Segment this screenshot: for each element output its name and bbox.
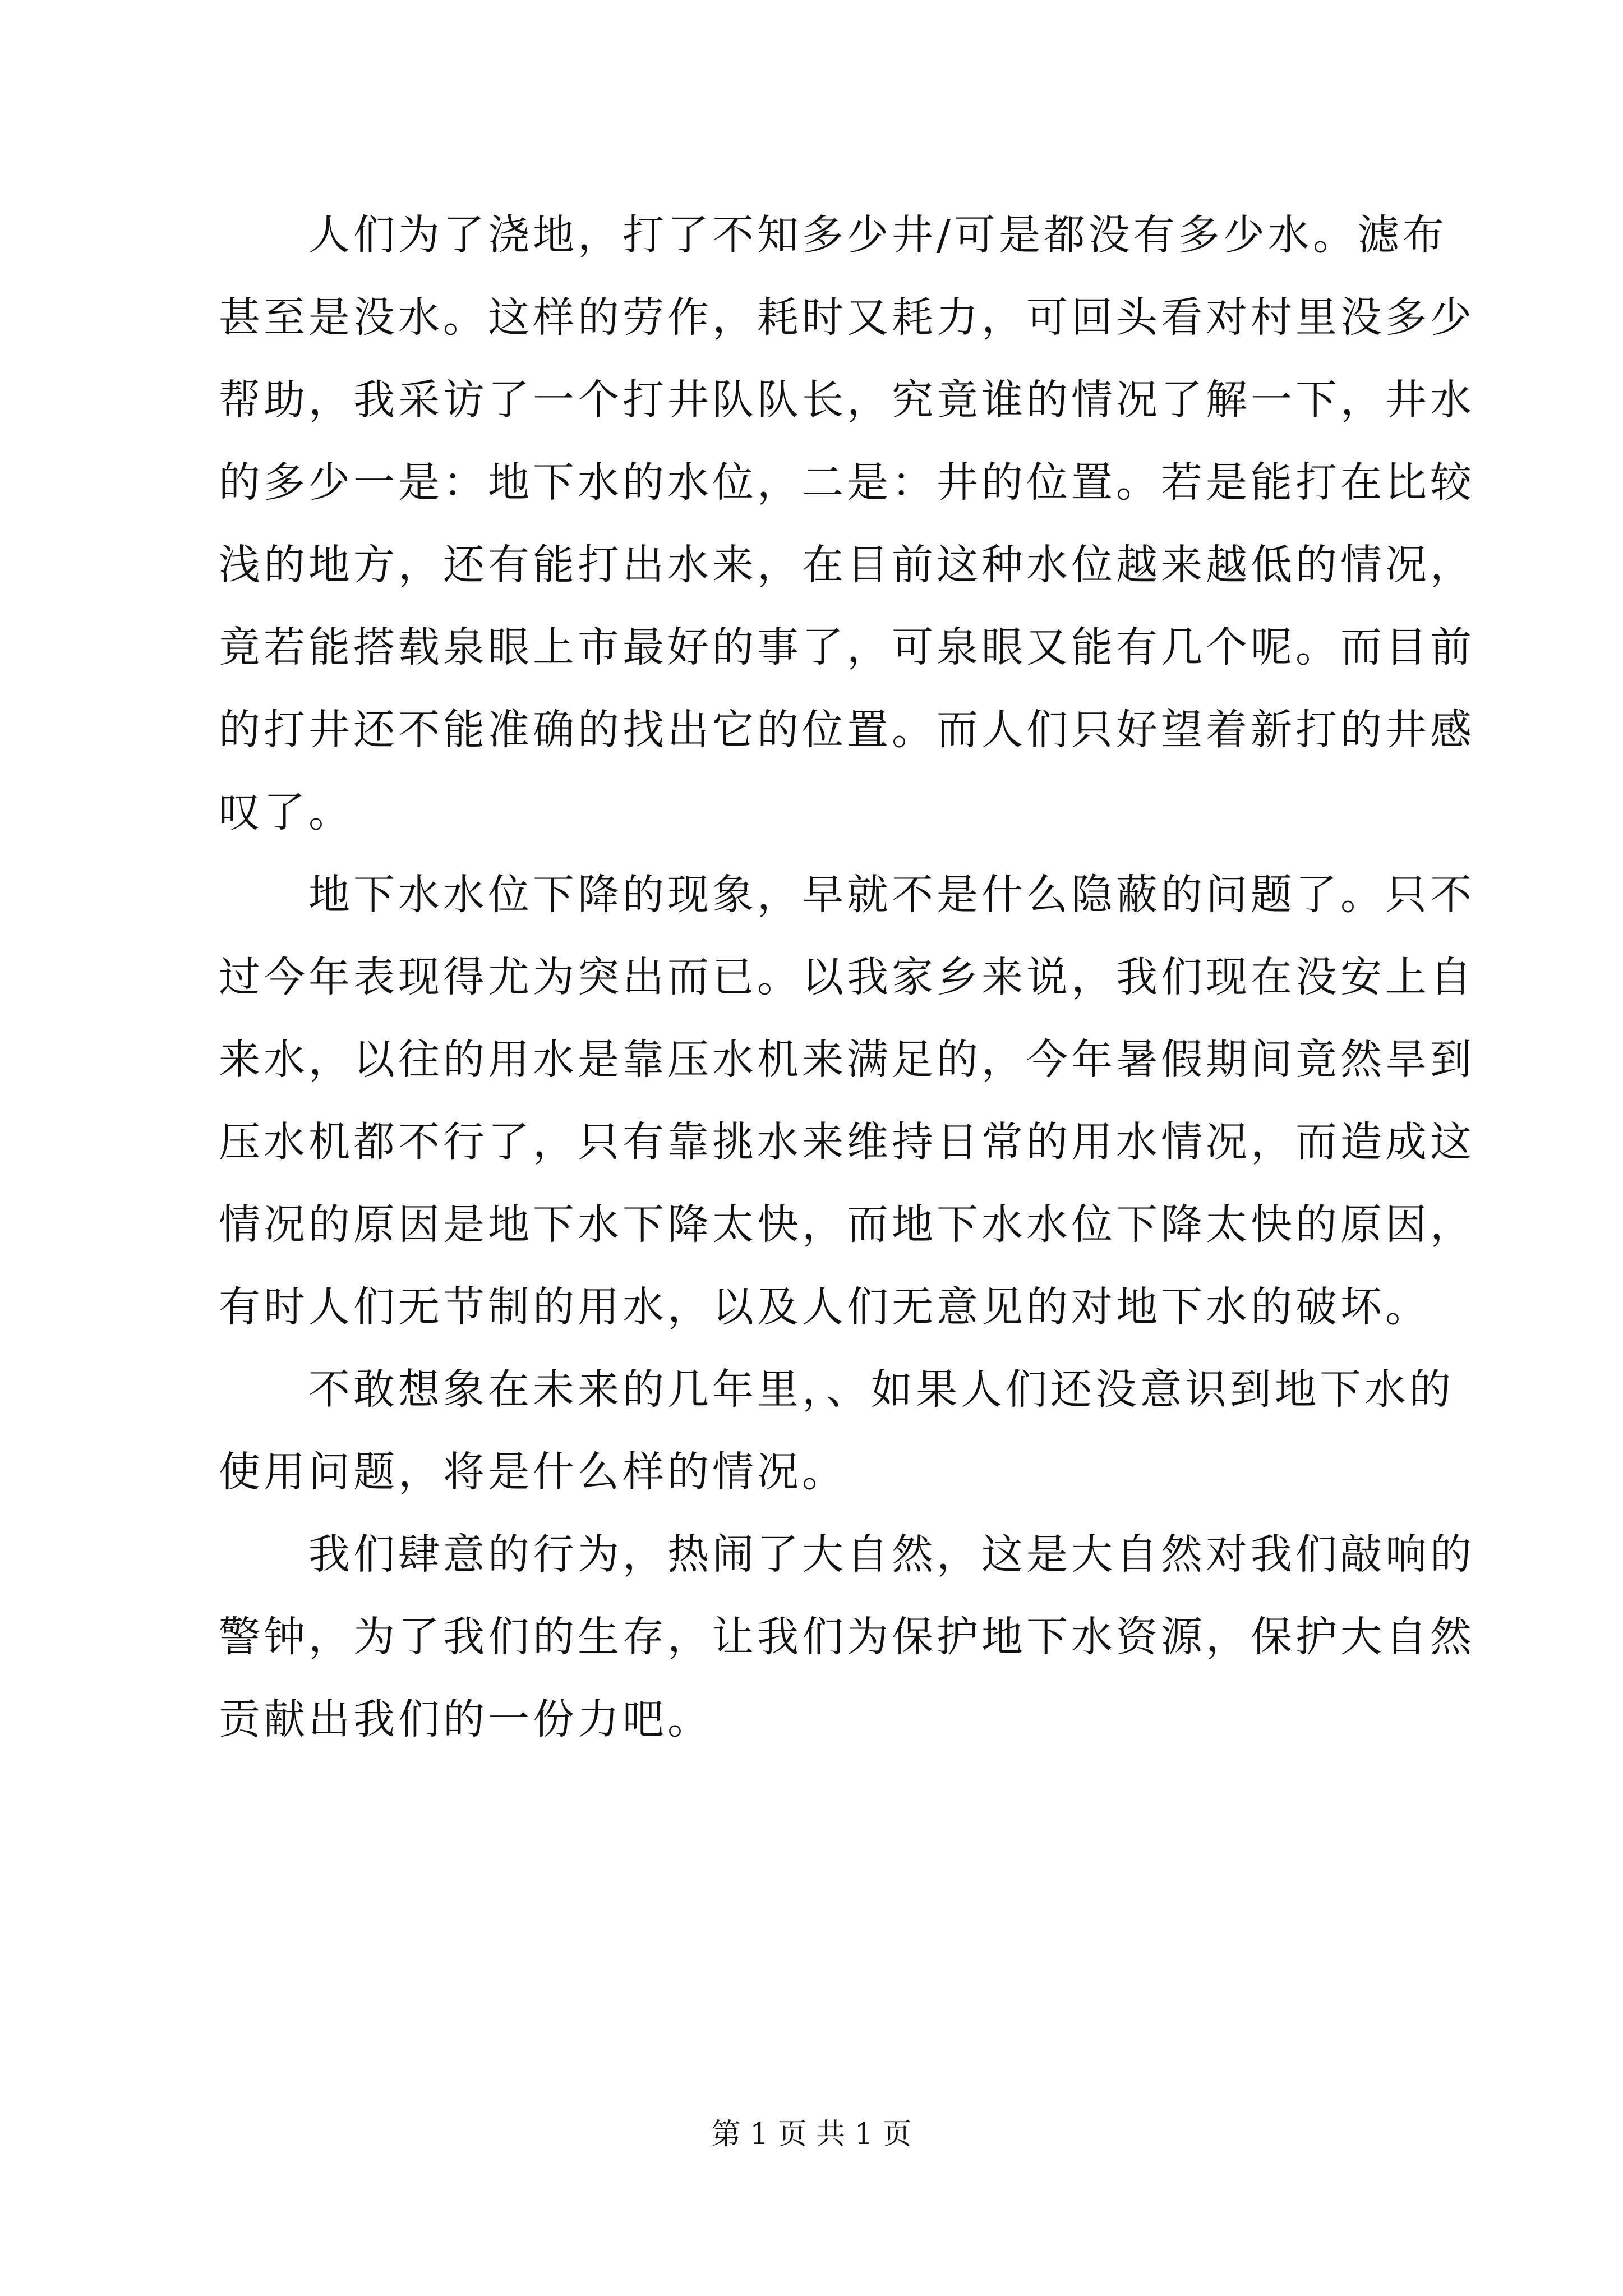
paragraph-line: 甚至是没水。这样的劳作，耗时又耗力，可回头看对村里没多少 bbox=[219, 293, 1475, 342]
paragraph-line: 的多少一是：地下水的水位，二是：井的位置。若是能打在比较 bbox=[219, 458, 1475, 507]
paragraph-line: 浅的地方，还有能打出水来，在目前这种水位越来越低的情况， bbox=[219, 541, 1475, 589]
paragraph-4 bbox=[219, 1513, 1475, 1761]
paragraph-line: 情况的原因是地下水下降太快，而地下水水位下降太快的原因， bbox=[219, 1200, 1475, 1249]
paragraph-line: 警钟，为了我们的生存，让我们为保护地下水资源，保护大自然 bbox=[219, 1613, 1475, 1661]
paragraph-line: 人们为了浇地，打了不知多少井/可是都没有多少水。滤布 bbox=[308, 211, 1447, 259]
paragraph-line: 我们肆意的行为，热闹了大自然，这是大自然对我们敲响的 bbox=[308, 1530, 1475, 1579]
paragraph-line: 压水机都不行了，只有靠挑水来维持日常的用水情况，而造成这 bbox=[219, 1118, 1475, 1166]
paragraph-2 bbox=[219, 854, 1475, 1349]
paragraph-line: 贡献出我们的一份力吧。 bbox=[219, 1695, 712, 1743]
paragraph-line: 竟若能搭载泉眼上市最好的事了，可泉眼又能有几个呢。而目前 bbox=[219, 623, 1475, 671]
document-body bbox=[219, 194, 1475, 1761]
paragraph-3 bbox=[219, 1349, 1454, 1513]
paragraph-line: 不敢想象在未来的几年里，、如果人们还没意识到地下水的 bbox=[308, 1365, 1454, 1414]
paragraph-line: 叹了。 bbox=[219, 788, 353, 836]
paragraph-1 bbox=[219, 194, 1475, 854]
paragraph-line: 地下水水位下降的现象，早就不是什么隐蔽的问题了。只不 bbox=[308, 871, 1475, 919]
paragraph-line: 帮助，我采访了一个打井队队长，究竟谁的情况了解一下，井水 bbox=[219, 376, 1475, 424]
paragraph-line: 有时人们无节制的用水，以及人们无意见的对地下水的破坏。 bbox=[219, 1283, 1430, 1331]
paragraph-line: 来水，以往的用水是靠压水机来满足的，今年暑假期间竟然旱到 bbox=[219, 1036, 1475, 1084]
page-number-footer: 第 1 页 共 1 页 bbox=[711, 2118, 912, 2151]
paragraph-line: 的打井还不能准确的找出它的位置。而人们只好望着新打的井感 bbox=[219, 706, 1475, 754]
paragraph-line: 使用问题，将是什么样的情况。 bbox=[219, 1448, 847, 1496]
paragraph-line: 过今年表现得尤为突出而已。以我家乡来说，我们现在没安上自 bbox=[219, 953, 1475, 1001]
